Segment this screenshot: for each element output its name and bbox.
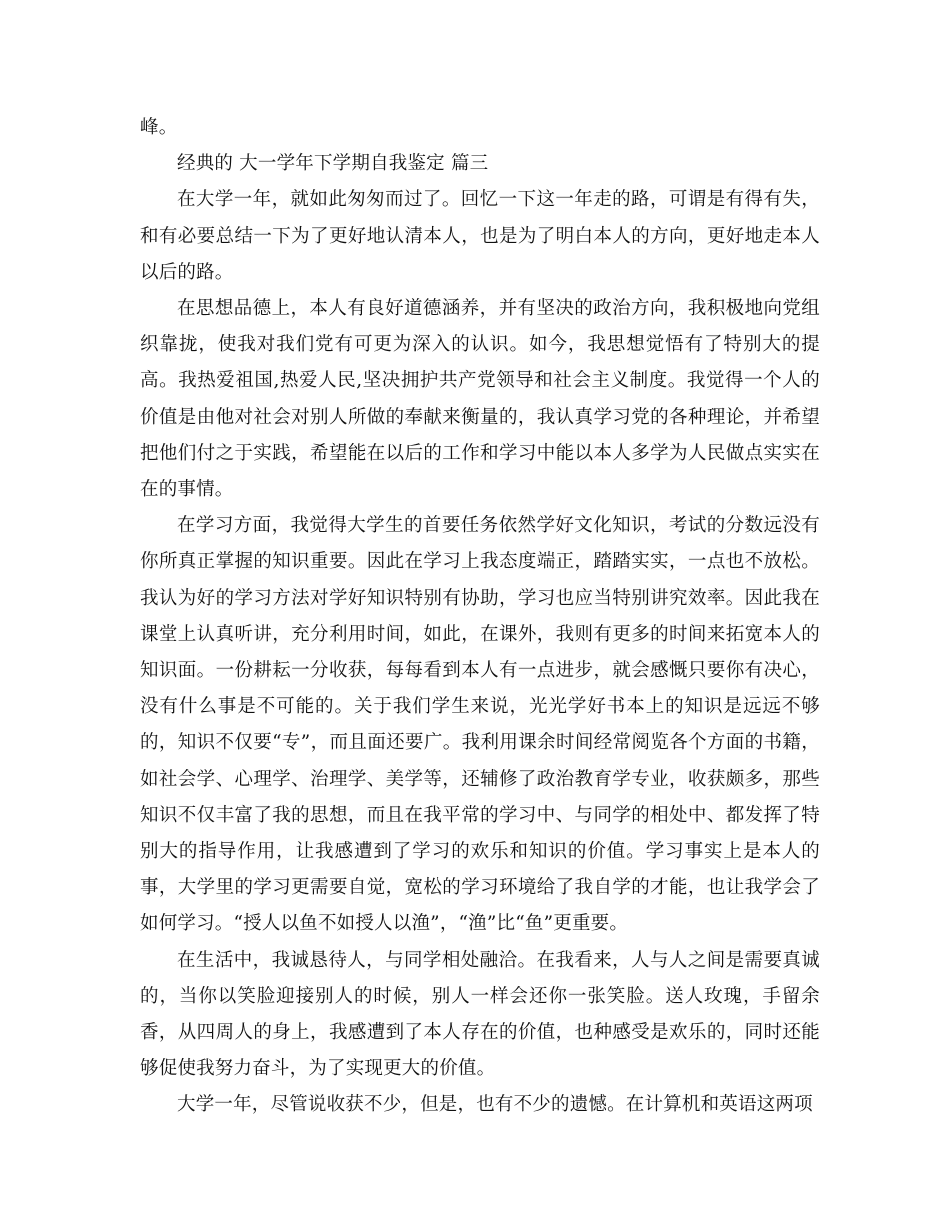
paragraph-study: 在学习方面，我觉得大学生的首要任务依然学好文化知识，考试的分数远没有你所真正掌握的知识重要。因此在学习上我态度端正，踏踏实实，一点也不放松。我认为好的学习方法对学好知识特别有协助，学习也应当特别讲究效率。因此我在课堂上认真听讲，充分利用时间，如此，在课外，我则有更多的时间来拓宽本人的知识面。一份耕耘一分收获，每每看到本人有一点进步，就会感慨只要你有决心，没有什么事是不可能的。关于我们学生来说，光光学好书本上的知识是远远不够的，知识不仅要“专”，而且面还要广。我利用课余时间经常阅览各个方面的书籍，如社会学、心理学、治理学、美学等，还辅修了政治教育学专业，收获颇多，那些知识不仅丰富了我的思想，而且在我平常的学习中、与同学的相处中、都发挥了特别大的指导作用，让我感遭到了学习的欢乐和知识的价值。学习事实上是本人的事，大学里的学习更需要自觉，宽松的学习环境给了我自学的才能，也让我学会了如何学习。“授人以鱼不如授人以渔”，“渔”比“鱼”更重要。 — [140, 515, 820, 935]
paragraph-ideology: 在思想品德上，本人有良好道德涵养，并有坚决的政治方向，我积极地向党组织靠拢，使我对我们党有可更为深入的认识。如今，我思想觉悟有了特别大的提高。我热爱祖国,热爱人民,坚决拥护共产党领导和社会主义制度。我觉得一个人的价值是由他对社会对别人所做的奉献来衡量的，我认真学习党的各种理论，并希望把他们付之于实践，希望能在以后的工作和学习中能以本人多学为人民做点实实在在的事情。 — [140, 298, 820, 501]
section-heading: 经典的 大一学年下学期自我鉴定 篇三 — [177, 153, 489, 175]
paragraph-intro: 在大学一年，就如此匆匆而过了。回忆一下这一年走的路，可谓是有得有失，和有必要总结一下为了更好地认清本人，也是为了明白本人的方向，更好地走本人以后的路。 — [140, 189, 820, 283]
paragraph-continuation: 峰。 — [140, 117, 178, 138]
document-body — [140, 110, 820, 1124]
paragraph-life: 在生活中，我诚恳待人，与同学相处融洽。在我看来，人与人之间是需要真诚的，当你以笑脸迎接别人的时候，别人一样会还你一张笑脸。送人玫瑰，手留余香，从四周人的身上，我感遭到了本人存在的价值，也种感受是欢乐的，同时还能够促使我努力奋斗，为了实现更大的价值。 — [140, 949, 820, 1080]
paragraph-regrets: 大学一年，尽管说收获不少，但是，也有不少的遗憾。在计算机和英语这两项 — [177, 1094, 813, 1116]
